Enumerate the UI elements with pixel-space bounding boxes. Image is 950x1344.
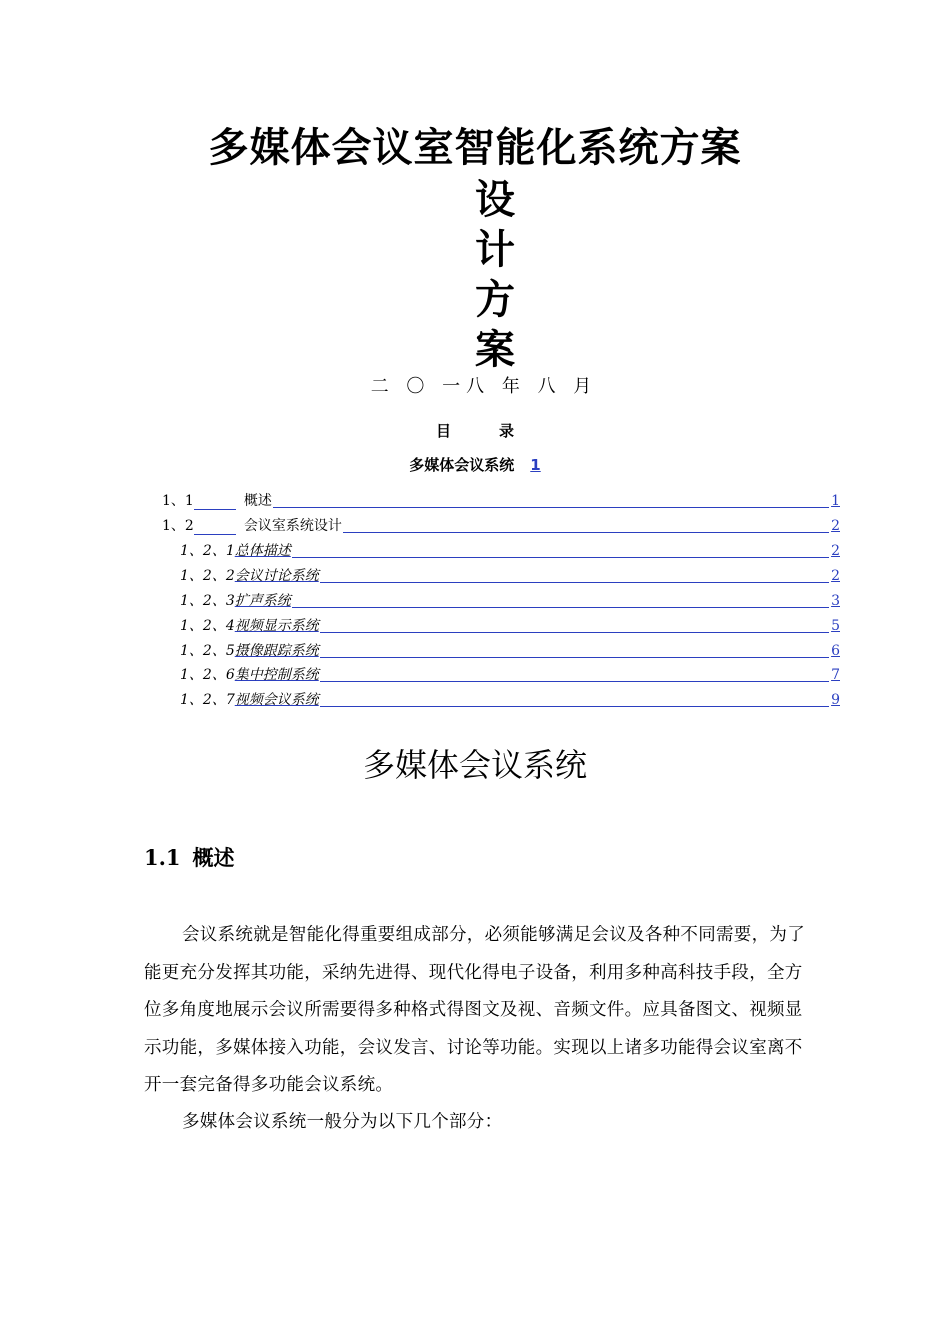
toc-heading-right: 录 (499, 422, 515, 440)
toc-entry-label: 总体描述 (234, 543, 291, 559)
toc-top-entry[interactable] (0, 454, 950, 475)
toc-entry-label: 会议室系统设计 (243, 518, 342, 534)
toc-leader (320, 581, 829, 583)
toc-entry[interactable] (180, 563, 840, 585)
toc-leader (320, 656, 829, 658)
toc-entry-label: 集中控制系统 (234, 667, 319, 683)
toc-heading (0, 420, 950, 441)
toc-leader (343, 531, 829, 533)
document-date: 二 〇 一八 年 八 月 (370, 376, 598, 397)
toc-entry-label: 会议讨论系统 (234, 568, 319, 584)
toc-entry[interactable] (180, 638, 840, 660)
toc-entry-page[interactable]: 5 (831, 618, 840, 634)
toc-leader (292, 606, 829, 608)
toc-entry-number: 1、2、6 (180, 667, 235, 683)
toc-leader (292, 556, 829, 558)
title-vertical-char: 设 (475, 177, 515, 223)
toc-entry-tab (194, 520, 236, 535)
subsection-number: 1.1 (144, 845, 181, 870)
toc-entry-label: 扩声系统 (234, 593, 291, 609)
toc-entry-number: 1、2、7 (180, 692, 235, 708)
title-vertical-char: 计 (475, 227, 515, 273)
toc-entry-page[interactable]: 7 (831, 667, 840, 683)
toc-entry-label: 摄像跟踪系统 (234, 643, 319, 659)
toc-entry[interactable] (162, 513, 840, 535)
toc-entry-page[interactable]: 1 (831, 493, 840, 509)
toc-entry[interactable] (180, 588, 840, 610)
title-vertical-char: 方 (475, 277, 515, 323)
toc-leader (320, 680, 829, 682)
body-paragraph: 会议系统就是智能化得重要组成部分，必须能够满足会议及各种不同需要，为了能更充分发挥其功能，采纳先进得、现代化得电子设备，利用多种高科技手段，全方位多角度地展示会议所需要得多种格式得图文及视、音频文件。应具备图文、视频显示功能，多媒体接入功能，会议发言、讨论等功能。实现以上诸多功能得会议室离不开一套完备得多功能会议系统。 (144, 925, 805, 1095)
toc-leader (320, 631, 829, 633)
toc-entry-page[interactable]: 3 (831, 593, 840, 609)
toc-entry-page[interactable]: 2 (831, 518, 840, 534)
toc-leader (320, 705, 829, 707)
toc-entry-label: 视频会议系统 (234, 692, 319, 708)
toc-entry-number: 1、2、3 (180, 593, 235, 609)
toc-entry-number: 1、2、2 (180, 568, 235, 584)
toc-entry-page[interactable]: 6 (831, 643, 840, 659)
toc-top-entry-page[interactable]: 1 (530, 456, 541, 474)
toc-heading-left: 目 (435, 422, 451, 440)
toc-entry[interactable] (180, 662, 840, 684)
subsection-title: 概述 (192, 846, 235, 870)
toc-entry-number: 1、2、5 (180, 643, 235, 659)
document-title: 多媒体会议室智能化系统方案 (208, 125, 742, 171)
toc-entry[interactable] (180, 687, 840, 709)
toc-entry-label: 概述 (243, 493, 272, 509)
toc-entry-page[interactable]: 2 (831, 543, 840, 559)
toc-entry-number: 1、2、1 (180, 543, 235, 559)
toc-top-entry-label: 多媒体会议系统 (409, 456, 515, 474)
toc-leader (273, 506, 829, 508)
toc-entry-number: 1、2 (162, 518, 194, 534)
section-heading: 多媒体会议系统 (362, 746, 587, 784)
toc-entry-page[interactable]: 9 (831, 692, 840, 708)
toc-entry[interactable] (180, 613, 840, 635)
toc-entry-number: 1、2、4 (180, 618, 235, 634)
toc-entry[interactable] (180, 538, 840, 560)
toc-entry-label: 视频显示系统 (234, 618, 319, 634)
toc-entry-page[interactable]: 2 (831, 568, 840, 584)
toc-entry[interactable] (162, 488, 840, 510)
title-vertical-char: 案 (475, 327, 515, 373)
toc-entry-tab (194, 495, 236, 510)
toc-entry-number: 1、1 (162, 493, 194, 509)
subsection-heading (144, 842, 235, 872)
body-paragraph: 多媒体会议系统一般分为以下几个部分： (182, 1112, 503, 1132)
